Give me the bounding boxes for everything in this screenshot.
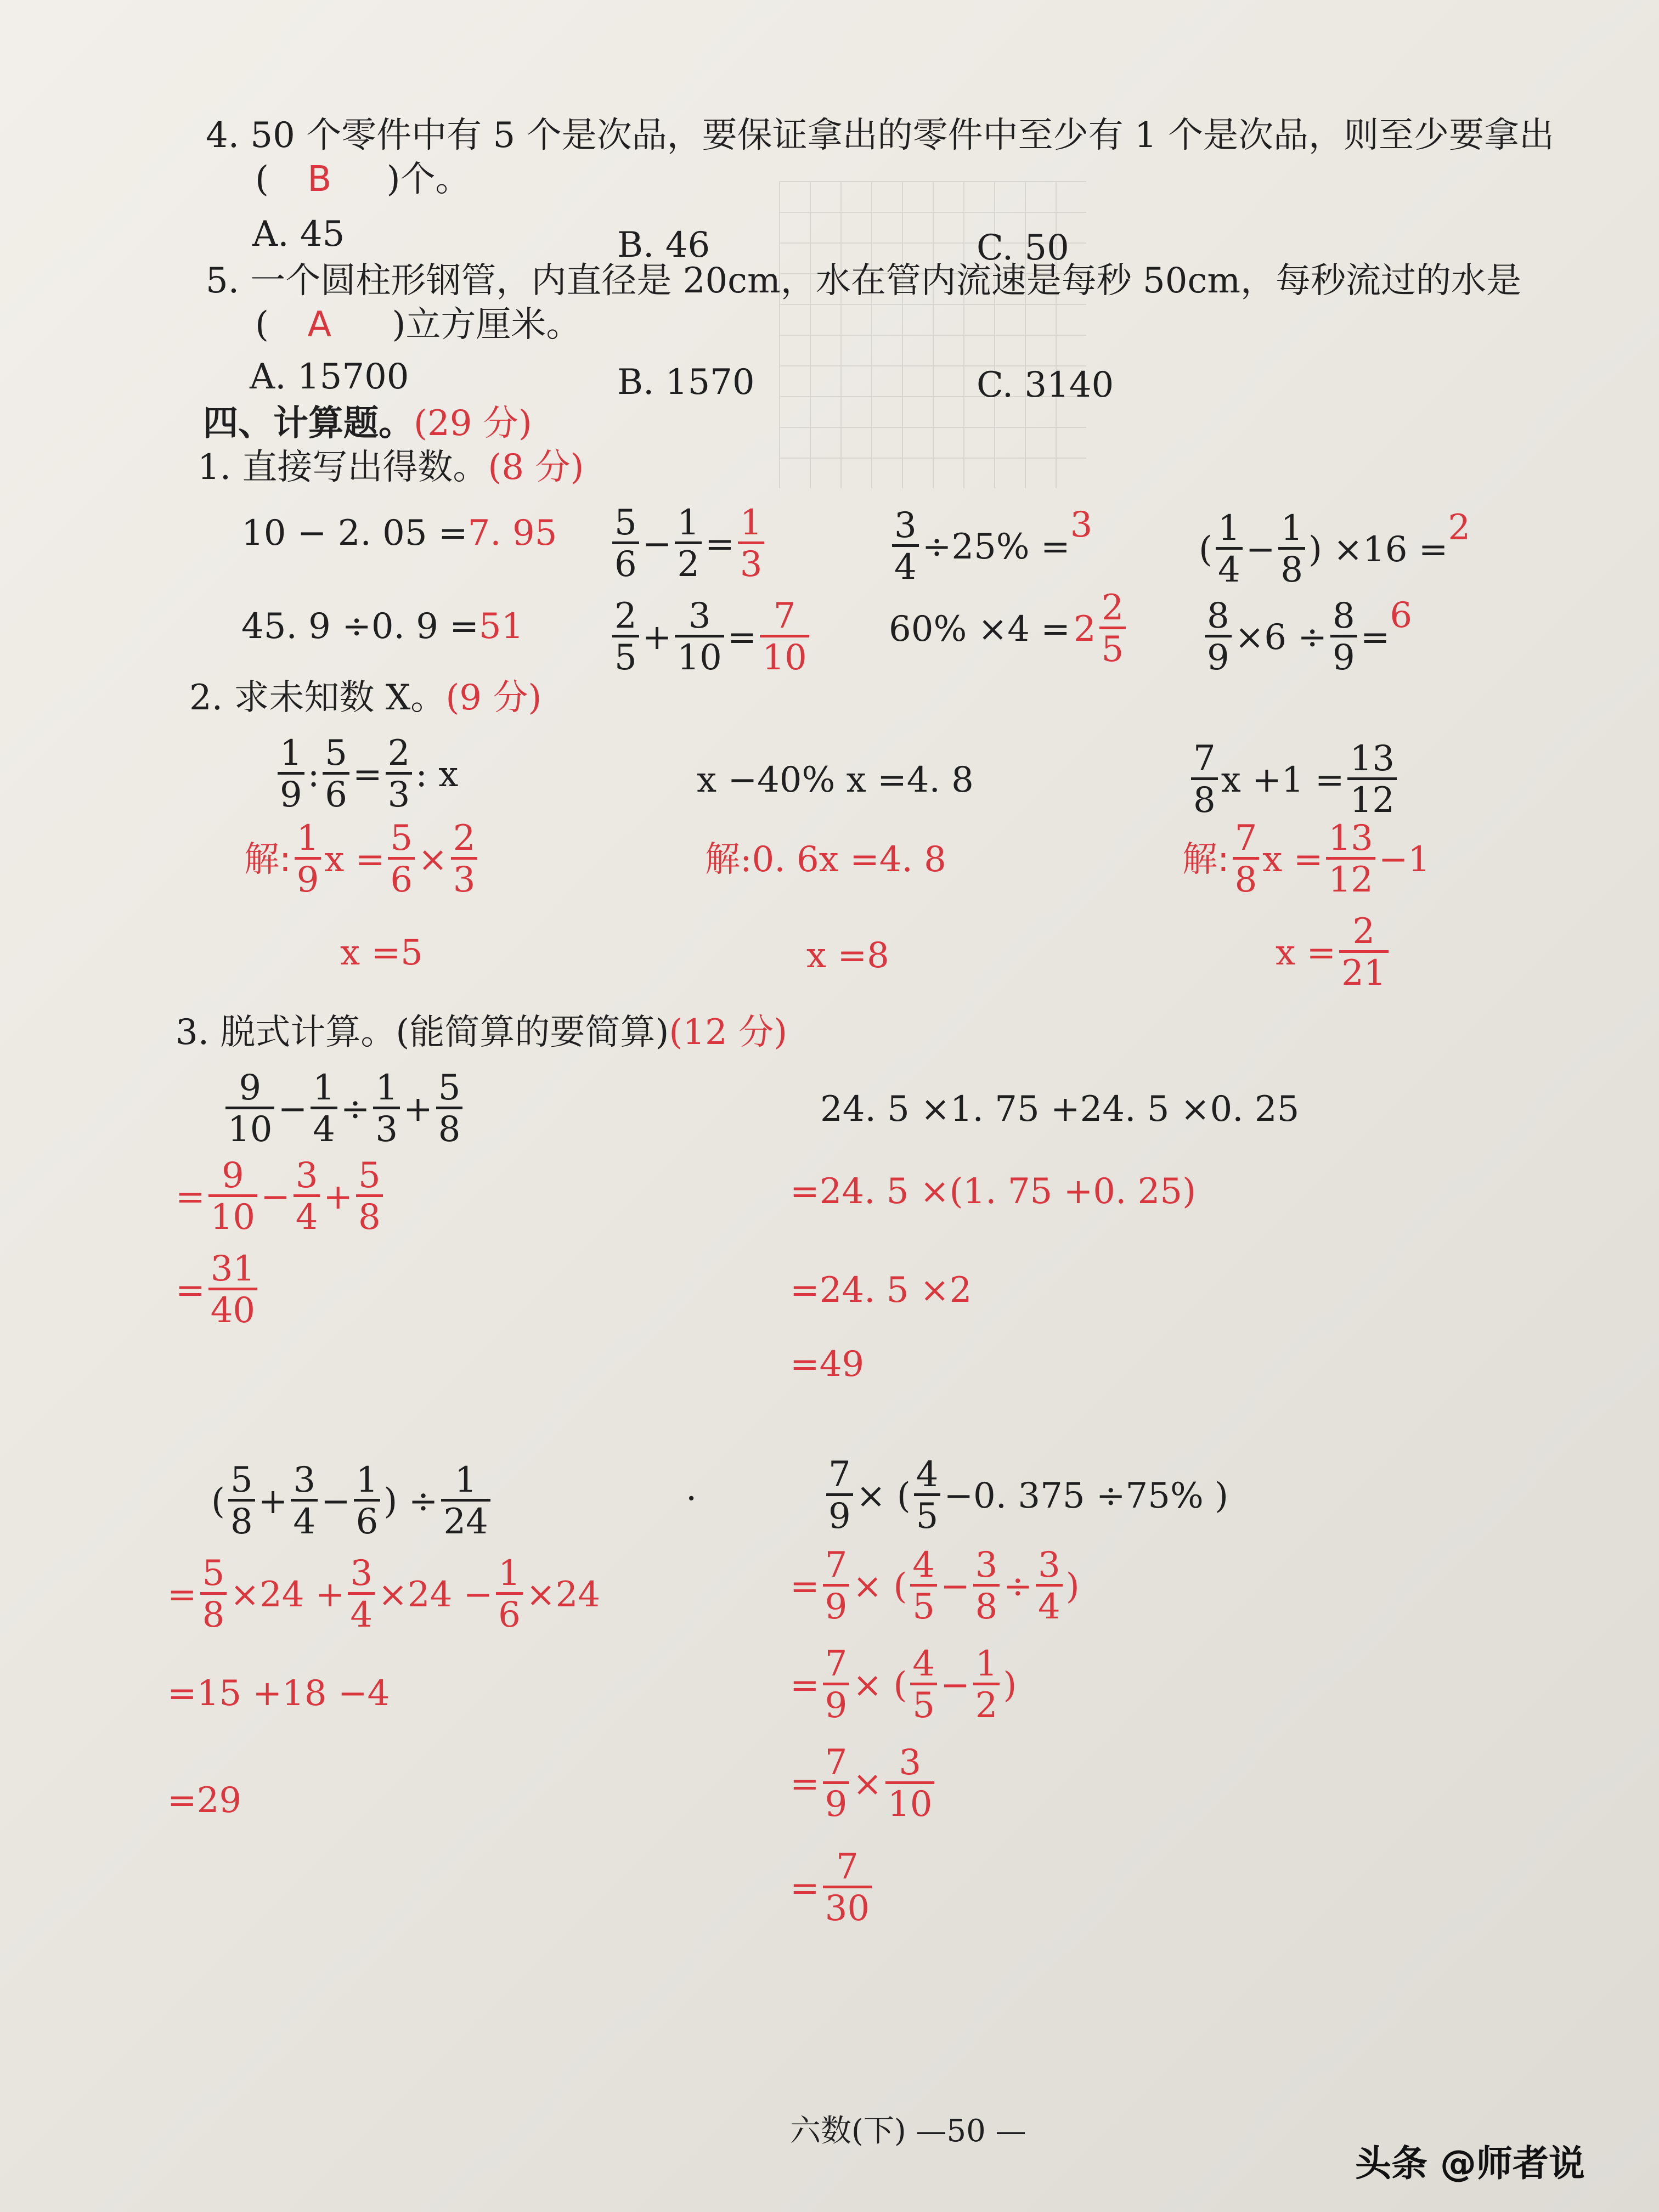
q4-text: 50 个零件中有 5 个是次品，要保证拿出的零件中至少有 1 个是次品，则至少要拿出 — [250, 115, 1554, 156]
s2-title: 2. 求未知数 X。(9 分) — [189, 678, 542, 718]
q4-number: 4. — [206, 115, 240, 156]
s3-p4-step4: = $\frac{7}{30}$ — [790, 1849, 875, 1927]
s1-a2-answer: $\frac{1}{3}$ — [738, 505, 765, 583]
s1-b3-answer-whole: 2 — [1073, 608, 1096, 650]
s2-eq2: x −40% x =4. 8 — [697, 760, 974, 800]
q5-option-a: A. 15700 — [250, 357, 409, 397]
s1-title: 1. 直接写出得数。(8 分) — [198, 447, 584, 488]
s3-p4-dot: · — [686, 1479, 697, 1519]
q5-text: 一个圆柱形钢管，内直径是 20cm，水在管内流速是每秒 50cm，每秒流过的水是 — [250, 261, 1522, 301]
s3-p4-step3: = $\frac{7}{9}$ × $\frac{3}{10}$ — [790, 1745, 938, 1823]
s2-eq1-result: x =5 — [340, 933, 423, 973]
s3-p2-step3: =49 — [790, 1344, 865, 1385]
bleed-through-grid — [779, 181, 1086, 488]
s3-p2-step2: =24. 5 ×2 — [790, 1270, 972, 1311]
s1-b2-answer: $\frac{7}{10}$ — [760, 598, 809, 676]
q5-line — [206, 261, 1522, 301]
s2-eq2-solution: 解:0. 6x =4. 8 — [705, 839, 946, 880]
s1-a3-answer: 3 — [1070, 505, 1093, 545]
q5-answer: A — [307, 304, 332, 345]
q4-line — [206, 115, 1554, 156]
page-footer: 六数(下) —50 — — [790, 2113, 1026, 2149]
s3-p4: $\frac{7}{9}$ × ( 4 5 −0. 375 ÷75% ) — [823, 1457, 1228, 1535]
q5-blank: ( A )立方厘米。 — [255, 304, 582, 345]
q5-option-c: C. 3140 — [977, 365, 1114, 405]
s3-title: 3. 脱式计算。(能简算的要简算)(12 分) — [176, 1012, 788, 1053]
s3-p2: 24. 5 ×1. 75 +24. 5 ×0. 25 — [820, 1089, 1300, 1130]
s3-p4-step1: = $\frac{7}{9}$ × ( 4 5 − $\frac{3}{8}$ ÷ $\frac{3}{4}$ ) — [790, 1545, 1080, 1628]
s1-b4-answer: 6 — [1390, 595, 1413, 636]
q4-option-b: B. 46 — [617, 225, 710, 266]
s2-eq2-result: x =8 — [806, 935, 889, 976]
s1-score: (8 分) — [488, 447, 584, 488]
s2-eq3-solution: 解: 7 8 x = $\frac{13}{12}$ −1 — [1182, 818, 1431, 901]
s1-b2: 2 5 + $\frac{3}{10}$ = $\frac{7}{10}$ — [609, 598, 812, 676]
s1-a4-answer: 2 — [1448, 507, 1471, 548]
s3-p1-step1: = $\frac{9}{10}$ − $\frac{3}{4}$ + $\frac{5}{8}$ — [176, 1158, 386, 1236]
s1-a1-answer: 7. 95 — [467, 513, 557, 554]
s1-b4: $\frac{8}{9}$ ×6 ÷ $\frac{8}{9}$ = 6 — [1201, 598, 1412, 676]
s2-eq1-solution: 解: 1 9 x = $\frac{5}{6}$ × $\frac{2}{3}$ — [244, 820, 481, 899]
q4-option-c: C. 50 — [977, 228, 1069, 268]
q4-answer: B — [307, 159, 332, 200]
s1-b3: 60% ×4 = 2 2 5 — [889, 590, 1129, 668]
s1-b1: 45. 9 ÷0. 9 =51 — [241, 606, 524, 647]
s3-p2-step1: =24. 5 ×(1. 75 +0. 25) — [790, 1171, 1197, 1212]
s1-b3-answer-frac: 2 5 — [1099, 590, 1126, 668]
s3-p1-step2: = $\frac{31}{40}$ — [176, 1251, 261, 1329]
s3-score: (12 分) — [669, 1012, 788, 1053]
s3-p3: ( 5 8 + $\frac{3}{4}$ − $\frac{1}{6}$ ) ÷ $\frac{1}{24}$ — [211, 1462, 494, 1541]
s2-score: (9 分) — [445, 678, 542, 718]
q5-option-b: B. 1570 — [617, 362, 755, 403]
s2-eq1: 1 9 : $\frac{5}{6}$ = $\frac{2}{3}$ : x — [274, 735, 458, 814]
s1-a4: ( 1 4 − $\frac{1}{8}$ ) ×16 = 2 — [1199, 507, 1471, 591]
s3-p3-step3: =29 — [167, 1780, 242, 1821]
s3-p3-step2: =15 +18 −4 — [167, 1673, 390, 1714]
s1-a3: $\frac{3}{4}$ ÷25% = 3 — [889, 507, 1092, 586]
s2-eq3-result: x = $\frac{2}{21}$ — [1276, 913, 1392, 992]
section-score: (29 分) — [414, 403, 532, 444]
s1-b1-answer: 51 — [478, 606, 524, 647]
watermark: 头条 @师者说 — [1355, 2142, 1585, 2185]
q4-blank: ( B )个。 — [255, 159, 471, 200]
q5-number: 5. — [206, 261, 240, 301]
s1-a1: 10 − 2. 05 =7. 95 — [241, 513, 557, 554]
s3-p4-step2: = $\frac{7}{9}$ × ( 4 5 − $\frac{1}{2}$ ) — [790, 1644, 1017, 1726]
s1-a2: 5 6 − $\frac{1}{2}$ = $\frac{1}{3}$ — [609, 505, 768, 583]
s3-p1: 9 10 − $\frac{1}{4}$ ÷ $\frac{1}{3}$ + $\frac{5}{8}$ — [222, 1070, 466, 1148]
s3-p3-step1: = $\frac{5}{8}$ ×24 + $\frac{3}{4}$ ×24 − $\frac{1}{6}$ ×24 — [167, 1553, 600, 1636]
q4-option-a: A. 45 — [252, 214, 345, 255]
s2-eq3: 7 8 x +1 = $\frac{13}{12}$ — [1188, 741, 1400, 819]
section-title: 四、计算题。(29 分) — [203, 403, 532, 444]
